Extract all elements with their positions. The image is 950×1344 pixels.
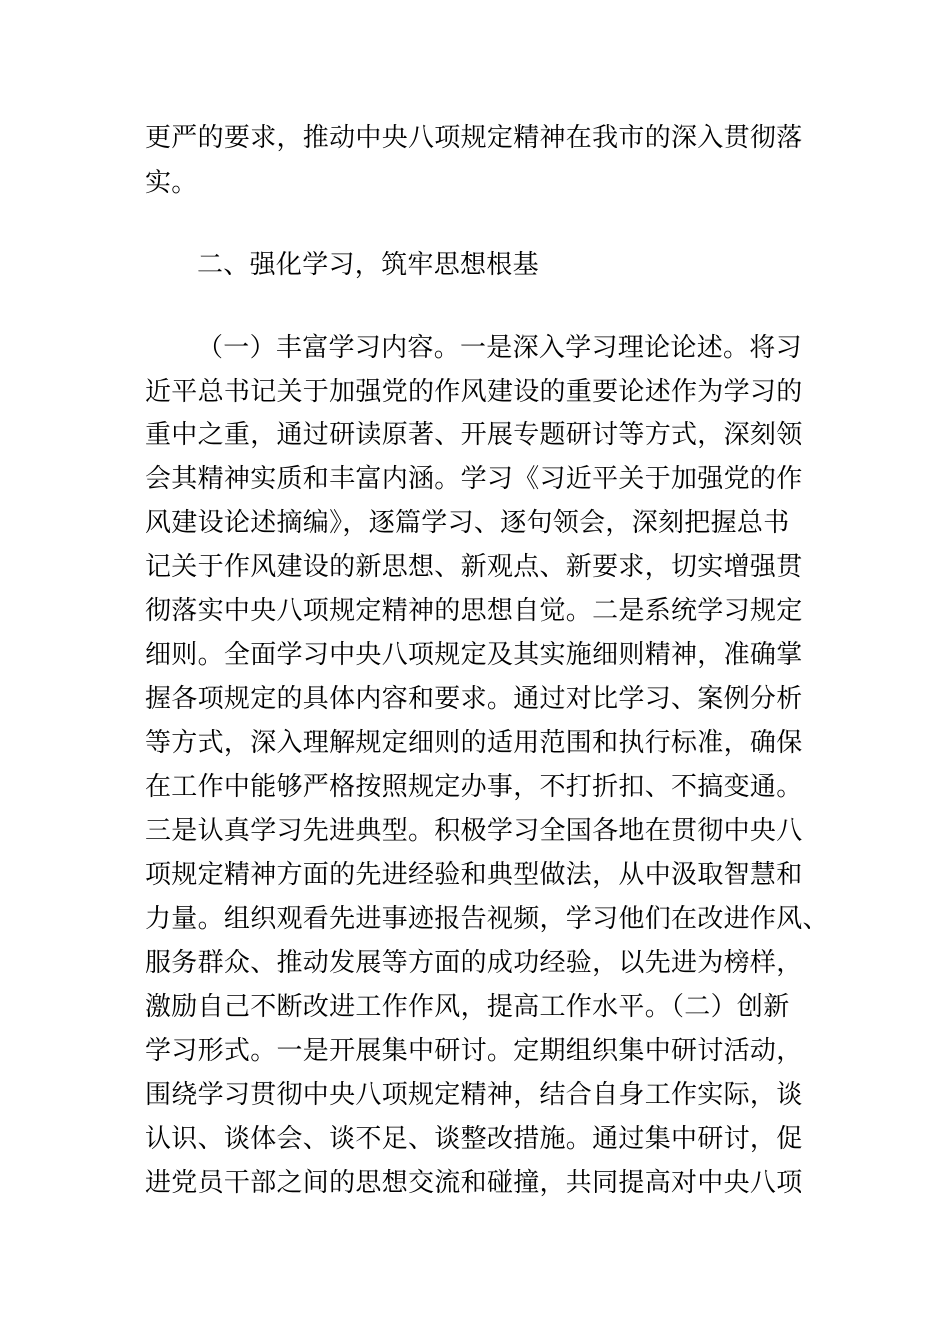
text-line: 服务群众、推动发展等方面的成功经验，以先进为榜样，	[145, 948, 803, 978]
text-line: 进党员干部之间的思想交流和碰撞，共同提高对中央八项	[145, 1168, 803, 1198]
text-line: 近平总书记关于加强党的作风建设的重要论述作为学习的	[145, 377, 803, 407]
text-line: 更严的要求，推动中央八项规定精神在我市的深入贯彻落	[145, 123, 803, 153]
text-line: 力量。组织观看先进事迹报告视频，学习他们在改进作风、	[145, 904, 829, 934]
section-heading: 二、强化学习，筑牢思想根基	[197, 250, 539, 280]
text-line: 会其精神实质和丰富内涵。学习《习近平关于加强党的作	[145, 464, 803, 494]
text-line: 在工作中能够严格按照规定办事，不打折扣、不搞变通。	[145, 772, 803, 802]
text-line: 重中之重，通过研读原著、开展专题研讨等方式，深刻领	[145, 420, 803, 450]
text-line: 实。	[145, 168, 198, 198]
text-line: 彻落实中央八项规定精神的思想自觉。二是系统学习规定	[145, 596, 803, 626]
text-line: 风建设论述摘编》，逐篇学习、逐句领会，深刻把握总书	[145, 508, 790, 538]
text-line: 等方式，深入理解规定细则的适用范围和执行标准，确保	[145, 728, 803, 758]
text-line: 记关于作风建设的新思想、新观点、新要求，切实增强贯	[145, 552, 803, 582]
text-line: 细则。全面学习中央八项规定及其实施细则精神，准确掌	[145, 640, 803, 670]
text-line: 项规定精神方面的先进经验和典型做法，从中汲取智慧和	[145, 860, 803, 890]
text-line: 握各项规定的具体内容和要求。通过对比学习、案例分析	[145, 684, 803, 714]
text-line: 学习形式。一是开展集中研讨。定期组织集中研讨活动，	[145, 1036, 803, 1066]
text-line: 三是认真学习先进典型。积极学习全国各地在贯彻中央八	[145, 816, 803, 846]
text-line: 认识、谈体会、谈不足、谈整改措施。通过集中研讨，促	[145, 1124, 803, 1154]
text-line: 激励自己不断改进工作作风，提高工作水平。（二）创新	[145, 992, 790, 1022]
text-line: 围绕学习贯彻中央八项规定精神，结合自身工作实际，谈	[145, 1080, 803, 1110]
paragraph-first-line: （一）丰富学习内容。一是深入学习理论论述。将习	[197, 333, 802, 363]
